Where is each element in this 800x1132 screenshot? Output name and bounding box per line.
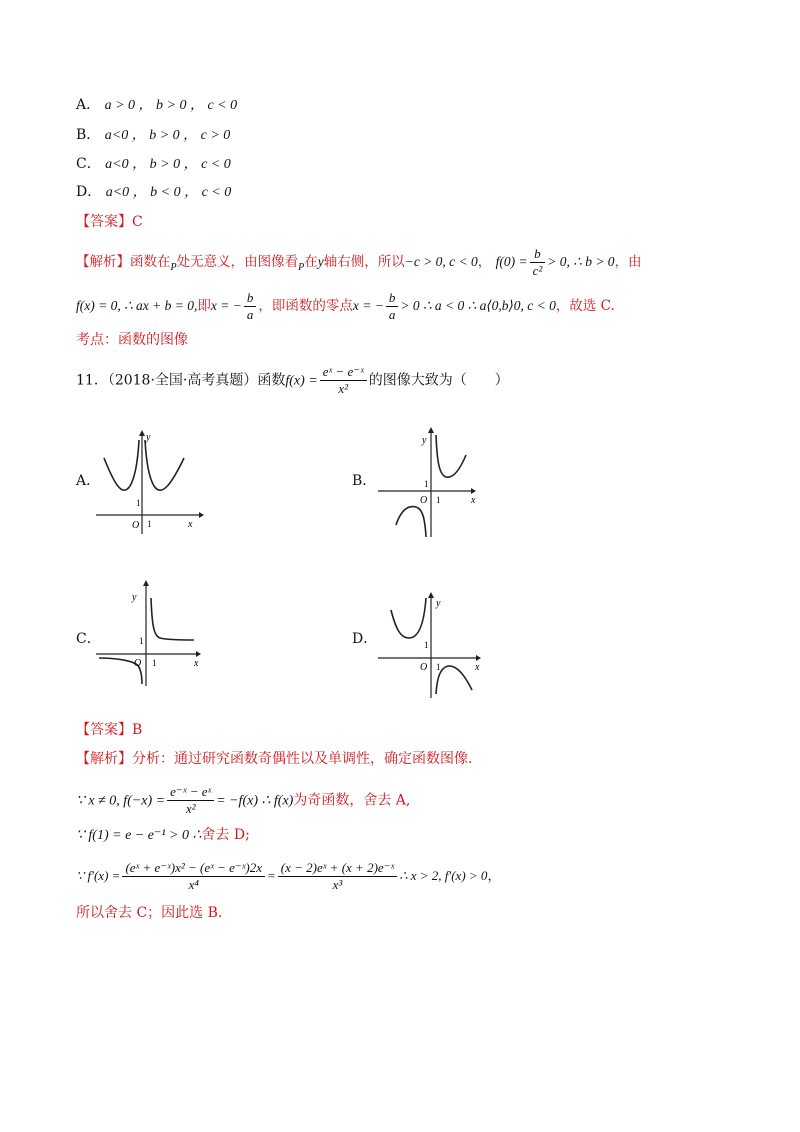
x-axis-label: x xyxy=(194,658,199,669)
math-fx: f(x) = xyxy=(285,373,318,389)
tick-one-x: 1 xyxy=(436,662,441,672)
option-a xyxy=(76,95,237,116)
x-axis-arrow xyxy=(471,488,476,494)
q11-analysis-line2 xyxy=(76,825,250,846)
x-axis-label: x xyxy=(188,519,193,530)
x-axis-arrow xyxy=(476,655,481,661)
q11-analysis-line3 xyxy=(76,860,500,893)
fraction-numerator: e⁻ˣ − eˣ xyxy=(167,784,214,801)
fraction-denominator: x⁴ xyxy=(188,877,199,892)
option-c-label: C． xyxy=(76,156,101,172)
fraction xyxy=(320,364,367,397)
y-axis-arrow xyxy=(428,592,434,598)
y-axis-label: y xyxy=(132,592,137,603)
fraction-denominator: x² xyxy=(338,381,349,396)
point-p: P xyxy=(298,262,305,273)
math-f0: f(0) = xyxy=(495,254,528,269)
axis-y-text: y xyxy=(317,254,324,269)
math-f0-rest: > 0, ∴ b > 0 xyxy=(547,254,615,269)
curve-left xyxy=(104,440,139,490)
math-expression: ∵ f(1) = e − e⁻¹ > 0 ∴ xyxy=(76,828,202,843)
y-axis-arrow xyxy=(139,430,145,436)
fraction-numerator: b xyxy=(530,246,546,263)
option-a-text: a > 0 ， b > 0 ， c < 0 xyxy=(104,98,238,113)
fraction-denominator: a xyxy=(246,307,254,322)
tick-one-x: 1 xyxy=(152,658,157,668)
point-p: P xyxy=(170,262,177,273)
math-expression: ∵ x ≠ 0, f(−x) = xyxy=(76,793,166,809)
tick-one-x: 1 xyxy=(436,495,441,505)
fraction-numerator: eˣ − e⁻ˣ xyxy=(320,364,367,381)
separator: ， xyxy=(487,869,501,884)
answer-value: C xyxy=(132,214,143,230)
y-axis-arrow xyxy=(143,580,149,586)
question-number: 11． xyxy=(76,372,108,389)
x-axis-label: x xyxy=(475,662,480,673)
analysis-text: 处无意义，由图像看 xyxy=(176,254,299,270)
math-condition: −c > 0, c < 0 xyxy=(404,254,478,269)
fraction-denominator: c² xyxy=(532,263,543,278)
option-d xyxy=(76,182,231,203)
analysis-text: 轴右侧，所以 xyxy=(323,254,405,270)
fraction xyxy=(386,290,399,323)
curve-right xyxy=(145,440,184,490)
x-axis-label: x xyxy=(471,495,476,506)
graph-c xyxy=(94,578,209,690)
y-axis-arrow xyxy=(428,427,434,433)
fraction-numerator: b xyxy=(386,290,399,307)
math-expression: ∴ x > 2, f′(x) > 0 xyxy=(399,868,488,883)
origin-label: O xyxy=(420,495,428,506)
q11-answer xyxy=(76,720,142,740)
origin-label: O xyxy=(132,520,140,531)
fraction-numerator: b xyxy=(244,290,257,307)
fraction-denominator: a xyxy=(388,307,396,322)
q11-analysis-intro xyxy=(76,749,472,769)
math-equals: = xyxy=(267,868,276,883)
option-b-label: B． xyxy=(76,127,101,143)
analysis-text: 舍去 D; xyxy=(201,827,250,843)
x-axis-arrow xyxy=(196,651,201,657)
fraction xyxy=(122,860,265,893)
curve-right xyxy=(436,666,472,694)
tick-one-y: 1 xyxy=(424,479,429,489)
fraction-numerator: (x − 2)eˣ + (x + 2)e⁻ˣ xyxy=(278,860,397,877)
tick-one-y: 1 xyxy=(139,636,144,646)
y-axis-label: y xyxy=(146,432,151,443)
origin-label: O xyxy=(420,662,428,673)
graph-c-label: C． xyxy=(76,631,101,647)
fraction-denominator: x³ xyxy=(332,877,343,892)
fraction xyxy=(530,246,546,279)
analysis-tag: 【解析】 xyxy=(76,751,132,767)
graph-d-label: D． xyxy=(352,631,378,647)
q10-kaodian: 考点：函数的图像 xyxy=(76,332,188,348)
analysis-text: ，故选 C. xyxy=(555,298,615,314)
separator: ， xyxy=(477,254,492,270)
fraction xyxy=(244,290,257,323)
analysis-text: 为奇函数，舍去 A, xyxy=(293,792,411,809)
option-b-text: a<0 ， b > 0 ， c > 0 xyxy=(104,128,231,143)
analysis-text: 分析：通过研究函数奇偶性以及单调性，确定函数图像. xyxy=(132,751,473,767)
question-source: （2018·全国·高考真题）函数 xyxy=(107,372,286,389)
analysis-text: 即 xyxy=(197,298,211,314)
analysis-text: 在 xyxy=(304,254,318,270)
analysis-text: ，即函数的零点 xyxy=(258,298,353,314)
option-c-text: a<0 ， b > 0 ， c < 0 xyxy=(105,157,231,172)
graph-d xyxy=(376,590,491,700)
tick-one-x: 1 xyxy=(147,519,152,529)
fraction-numerator: (eˣ + e⁻ˣ)x² − (eˣ − e⁻ˣ)2x xyxy=(122,860,265,877)
q10-analysis-line2 xyxy=(76,290,615,323)
tick-one-y: 1 xyxy=(136,498,141,508)
fraction xyxy=(167,784,214,817)
analysis-tag: 【解析】 xyxy=(76,254,130,270)
y-axis-label: y xyxy=(436,598,441,609)
fraction-denominator: x² xyxy=(185,801,196,816)
option-d-text: a<0 ， b < 0 ， c < 0 xyxy=(105,185,232,200)
q11-stem xyxy=(76,364,509,397)
fraction xyxy=(278,860,397,893)
math-x: x = − xyxy=(352,298,384,313)
curve-left xyxy=(391,598,426,638)
graph-a-label: A． xyxy=(76,473,101,489)
option-c xyxy=(76,154,231,175)
answer-value: B xyxy=(132,722,143,738)
q11-analysis-line4: 所以舍去 C；因此选 B. xyxy=(76,905,223,921)
math-expression: ∵ f′(x) = xyxy=(76,868,121,883)
answer-tag: 【答案】 xyxy=(76,722,132,738)
analysis-text: 函数在 xyxy=(130,254,171,270)
analysis-text: ，由 xyxy=(614,254,642,270)
graph-a xyxy=(94,428,204,538)
graph-b-label: B． xyxy=(352,473,377,489)
q10-answer xyxy=(76,212,143,232)
question-tail: 的图像大致为（ ） xyxy=(368,372,509,389)
math-x: x = − xyxy=(210,298,242,313)
curve-right xyxy=(436,435,466,477)
graph-b xyxy=(376,425,486,540)
math-expression: = −f(x) ∴ f(x) xyxy=(216,793,294,809)
x-axis-arrow xyxy=(199,512,204,518)
option-a-label: A． xyxy=(76,97,101,113)
q10-analysis-line1 xyxy=(76,246,642,279)
tick-one-y: 1 xyxy=(424,640,429,650)
option-b xyxy=(76,125,230,146)
curve-left xyxy=(396,507,426,537)
origin-label: O xyxy=(134,658,142,669)
option-d-label: D． xyxy=(76,184,102,200)
math-condition: > 0 ∴ a < 0 ∴ a⟨0,b⟩0, c < 0 xyxy=(400,298,556,313)
math-equation: f(x) = 0, ∴ ax + b = 0, xyxy=(76,298,198,313)
answer-tag: 【答案】 xyxy=(76,214,132,230)
y-axis-label: y xyxy=(422,435,427,446)
curve-right xyxy=(151,598,194,640)
q11-analysis-line1 xyxy=(76,784,410,817)
